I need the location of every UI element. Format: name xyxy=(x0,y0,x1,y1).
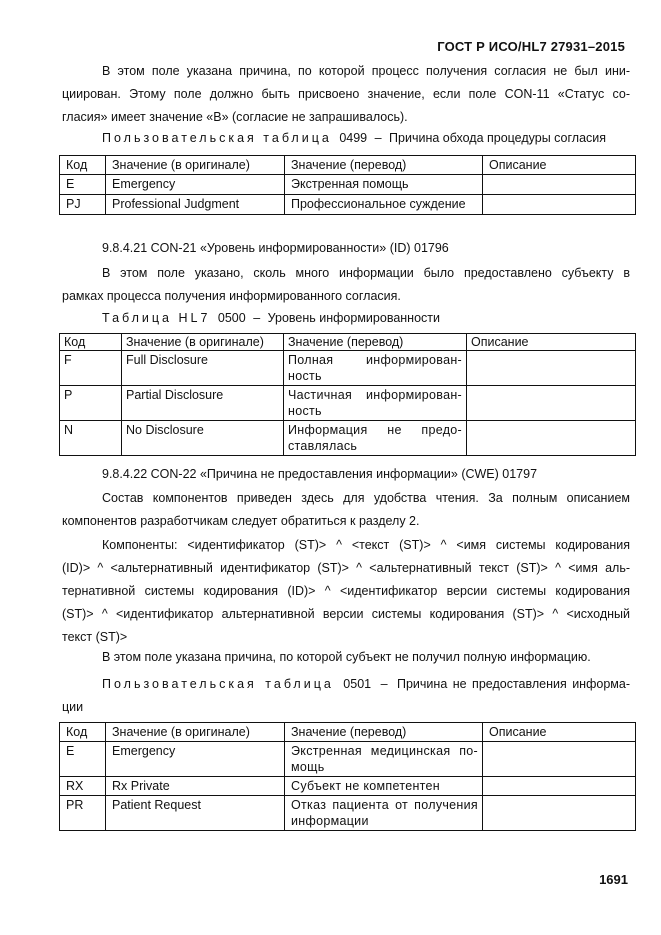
table-0501 xyxy=(59,722,636,831)
caption-dash: – xyxy=(374,131,382,145)
paragraph-line: тернативной системы кодирования (ID)> ^ <идентификатор версии системы кодирования xyxy=(62,584,630,598)
table-row xyxy=(60,195,636,215)
description-cell xyxy=(467,421,636,456)
table-row xyxy=(60,175,636,195)
header-cell: Значение (перевод) xyxy=(285,156,483,175)
original-value-cell: Full Disclosure xyxy=(122,351,284,386)
cell-line: Полная информирован- xyxy=(288,353,462,367)
table-row xyxy=(60,742,636,777)
header-cell: Описание xyxy=(483,723,636,742)
table-0499 xyxy=(59,155,636,215)
header-cell: Значение (в оригинале) xyxy=(122,334,284,351)
translated-value-cell: Профессиональное суждение xyxy=(285,195,483,215)
table-caption-0499 xyxy=(102,131,606,145)
description-cell xyxy=(483,796,636,831)
table-caption-0500 xyxy=(102,311,440,325)
header-cell: Значение (в оригинале) xyxy=(106,156,285,175)
cell-line: мощь xyxy=(291,760,325,774)
paragraph-line: циирован. Этому поле должно быть присвоено значение, если поле CON-11 «Статус со- xyxy=(62,87,630,101)
paragraph-line: В этом поле указана причина, по которой процесс получения согласия не был ини- xyxy=(102,64,630,78)
caption-line xyxy=(62,673,630,696)
table-header-row xyxy=(60,156,636,175)
caption-prefix: Таблица HL7 xyxy=(102,311,211,325)
table-row xyxy=(60,796,636,831)
cell-line: Экстренная медицинская по- xyxy=(291,744,478,758)
con-22-paragraph-1 xyxy=(62,487,630,533)
cell-line: Информация не предо- xyxy=(288,423,462,437)
header-cell: Описание xyxy=(467,334,636,351)
table-header-row xyxy=(60,723,636,742)
translated-value-cell xyxy=(285,796,483,831)
caption-number: 0500 xyxy=(217,311,246,325)
translated-value-cell: Экстренная помощь xyxy=(285,175,483,195)
paragraph-line: Состав компонентов приведен здесь для удобства чтения. За полным описанием xyxy=(102,491,630,505)
table-row xyxy=(60,777,636,796)
intro-paragraph xyxy=(62,60,630,129)
table-row xyxy=(60,351,636,386)
paragraph-line: Компоненты: <идентификатор (ST)> ^ <текст (ST)> ^ <имя системы кодирования xyxy=(102,538,630,552)
cell-line: ность xyxy=(288,369,322,383)
con-22-components xyxy=(62,534,630,649)
translated-value-cell xyxy=(285,777,483,796)
table-0500 xyxy=(59,333,636,456)
caption-title: Причина не предоставления информа- xyxy=(397,677,630,691)
cell-line: ставлялась xyxy=(288,439,358,453)
paragraph-line: В этом поле указано, сколь много информации было предоставлено субъекту в xyxy=(102,266,630,280)
code-cell: F xyxy=(60,351,122,386)
code-cell: PJ xyxy=(60,195,106,215)
page-number: 1691 xyxy=(599,872,628,887)
cell-line: ность xyxy=(288,404,322,418)
table-row xyxy=(60,386,636,421)
code-cell: P xyxy=(60,386,122,421)
code-cell: PR xyxy=(60,796,106,831)
original-value-cell: Patient Request xyxy=(106,796,285,831)
code-cell: E xyxy=(60,175,106,195)
header-cell: Код xyxy=(60,723,106,742)
caption-number: 0499 xyxy=(339,131,368,145)
original-value-cell: Partial Disclosure xyxy=(122,386,284,421)
paragraph-line: компонентов разработчикам следует обратиться к разделу 2. xyxy=(62,514,420,528)
translated-value-cell xyxy=(284,351,467,386)
original-value-cell: Emergency xyxy=(106,742,285,777)
description-cell xyxy=(483,175,636,195)
description-cell xyxy=(467,386,636,421)
description-cell xyxy=(467,351,636,386)
cell-line: Субъект не компетентен xyxy=(291,779,441,793)
document-header: ГОСТ Р ИСО/HL7 27931–2015 xyxy=(437,39,625,54)
original-value-cell: No Disclosure xyxy=(122,421,284,456)
section-heading-con-22: 9.8.4.22 CON-22 «Причина не предоставления информации» (CWE) 01797 xyxy=(102,467,538,481)
cell-line: информации xyxy=(291,814,369,828)
description-cell xyxy=(483,195,636,215)
con-21-paragraph xyxy=(62,262,630,308)
code-cell: RX xyxy=(60,777,106,796)
section-heading-con-21: 9.8.4.21 CON-21 «Уровень информированности» (ID) 01796 xyxy=(102,241,449,255)
code-cell: E xyxy=(60,742,106,777)
description-cell xyxy=(483,742,636,777)
translated-value-cell xyxy=(284,421,467,456)
table-caption-0501 xyxy=(62,673,630,719)
header-cell: Значение (перевод) xyxy=(285,723,483,742)
caption-prefix: Пользовательская таблица xyxy=(102,677,334,691)
header-cell: Описание xyxy=(483,156,636,175)
code-cell: N xyxy=(60,421,122,456)
table-row xyxy=(60,421,636,456)
cell-line: Частичная информирован- xyxy=(288,388,462,402)
header-cell: Значение (в оригинале) xyxy=(106,723,285,742)
original-value-cell: Emergency xyxy=(106,175,285,195)
paragraph-line: текст (ST)> xyxy=(62,630,128,644)
paragraph-line: (ID)> ^ <альтернативный идентификатор (ST)> ^ <альтернативный текст (ST)> ^ <имя аль- xyxy=(62,561,630,575)
caption-prefix: Пользовательская таблица xyxy=(102,131,332,145)
header-cell: Код xyxy=(60,156,106,175)
caption-title: Уровень информированности xyxy=(267,311,440,325)
original-value-cell: Rx Private xyxy=(106,777,285,796)
paragraph-line: рамках процесса получения информированного согласия. xyxy=(62,289,401,303)
table-header-row xyxy=(60,334,636,351)
caption-title: Причина обхода процедуры согласия xyxy=(389,131,607,145)
description-cell xyxy=(483,777,636,796)
cell-line: Отказ пациента от получения xyxy=(291,798,478,812)
translated-value-cell xyxy=(285,742,483,777)
caption-title-continuation: ции xyxy=(62,700,84,714)
caption-dash: – xyxy=(253,311,261,325)
caption-dash: – xyxy=(380,677,388,691)
header-cell: Значение (перевод) xyxy=(284,334,467,351)
translated-value-cell xyxy=(284,386,467,421)
original-value-cell: Professional Judgment xyxy=(106,195,285,215)
con-22-paragraph-3: В этом поле указана причина, по которой субъект не получил полную информацию. xyxy=(102,650,591,664)
caption-number: 0501 xyxy=(343,677,372,691)
paragraph-line: (ST)> ^ <идентификатор альтернативной версии системы кодирования (ST)> ^ <исходный xyxy=(62,607,630,621)
paragraph-line: гласия» имеет значение «В» (согласие не запрашивалось). xyxy=(62,110,408,124)
header-cell: Код xyxy=(60,334,122,351)
